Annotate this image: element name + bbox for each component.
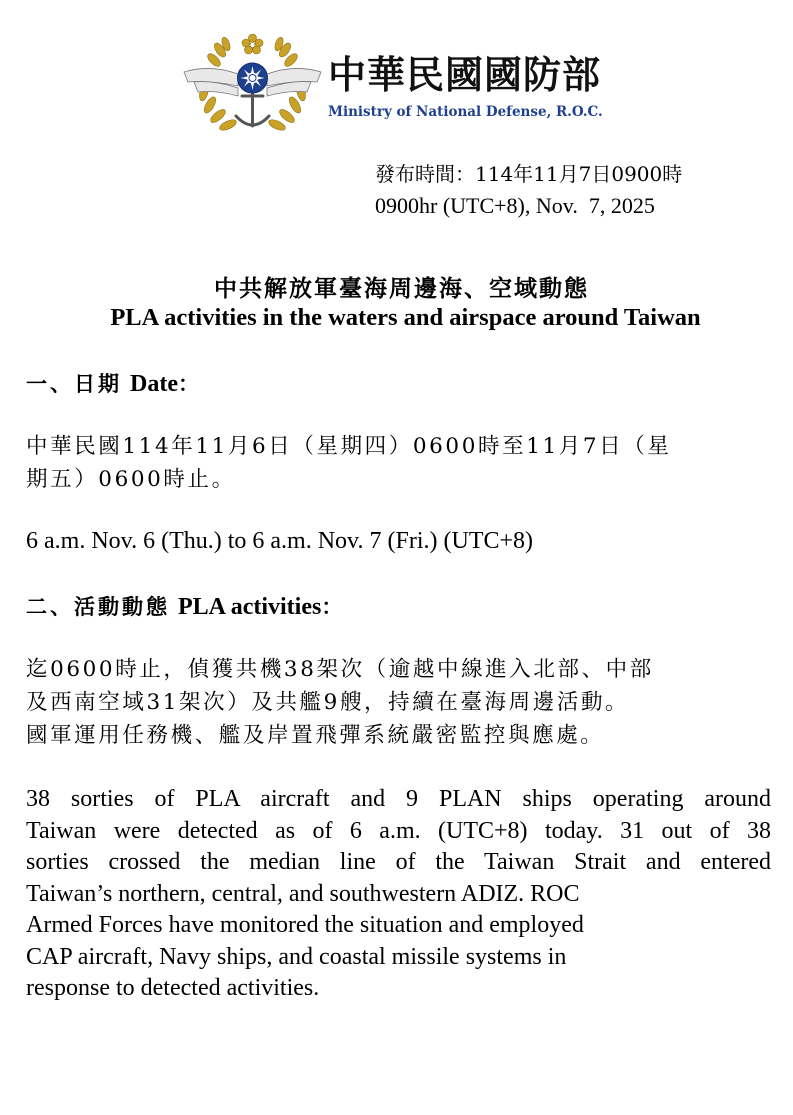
section-activities-text-en-line: response to detected activities. [26,975,320,1001]
section-date-text-cn [26,430,756,496]
section-activities-heading-cn: 二、活動動態 [26,595,170,619]
section-activities-text-en-line: 38 sorties of PLA aircraft and 9 PLAN ships operating around [26,786,771,812]
section-activities-text-en-line: Taiwan’s northern, central, and southwestern ADIZ. ROC [26,880,580,907]
org-name-en: Ministry of National Defense, R.O.C. [328,104,603,120]
section-date-text-en: 6 a.m. Nov. 6 (Thu.) to 6 a.m. Nov. 7 (Fri.) (UTC+8) [26,528,534,554]
release-time-cn: 發布時間：114年11月7日0900時 [375,162,683,186]
section-date-text-cn-line: 期五）0600時止。 [26,467,236,492]
page-title-cn: 中共解放軍臺海周邊海、空域動態 [214,276,589,302]
section-activities-heading [26,591,345,621]
section-activities-heading-colon: ： [321,595,346,619]
section-date-heading [26,368,202,398]
section-activities-text-en [26,784,771,1005]
release-time [375,158,682,222]
section-date-text-cn-line: 中華民國114年11月6日（星期四）0600時至11月7日（星 [26,434,672,459]
section-date-heading-cn: 一、日期 [26,372,122,396]
section-activities-text-cn-line: 迄0600時止，偵獲共機38架次（逾越中線進入北部、中部 [26,657,654,682]
release-time-en: 0900hr (UTC+8), Nov. 7, 2025 [375,193,655,218]
section-date-heading-en: Date [130,371,178,397]
section-activities-text-en-line: CAP aircraft, Navy ships, and coastal missile systems in [26,943,567,970]
page-title-en: PLA activities in the waters and airspace around Taiwan [110,304,701,331]
section-activities-text-en-line: Armed Forces have monitored the situation and employed [26,912,584,938]
section-activities-heading-en: PLA activities [178,594,322,620]
section-activities-text-en-line: sorties crossed the median line of the Taiwan Strait and entered [26,849,771,875]
section-activities-text-en-line: Taiwan were detected as of 6 a.m. (UTC+8) today. 31 out of 38 [26,817,771,844]
section-date-heading-colon: ： [178,372,202,396]
section-activities-text-cn-line: 及西南空域31架次）及共艦9艘，持續在臺海周邊活動。 [26,690,630,715]
org-name-cn: 中華民國國防部 [328,53,602,97]
section-activities-text-cn-line: 國軍運用任務機、艦及岸置飛彈系統嚴密監控與應處。 [26,723,605,748]
mnd-emblem-icon [180,30,325,140]
section-activities-text-cn [26,653,756,752]
